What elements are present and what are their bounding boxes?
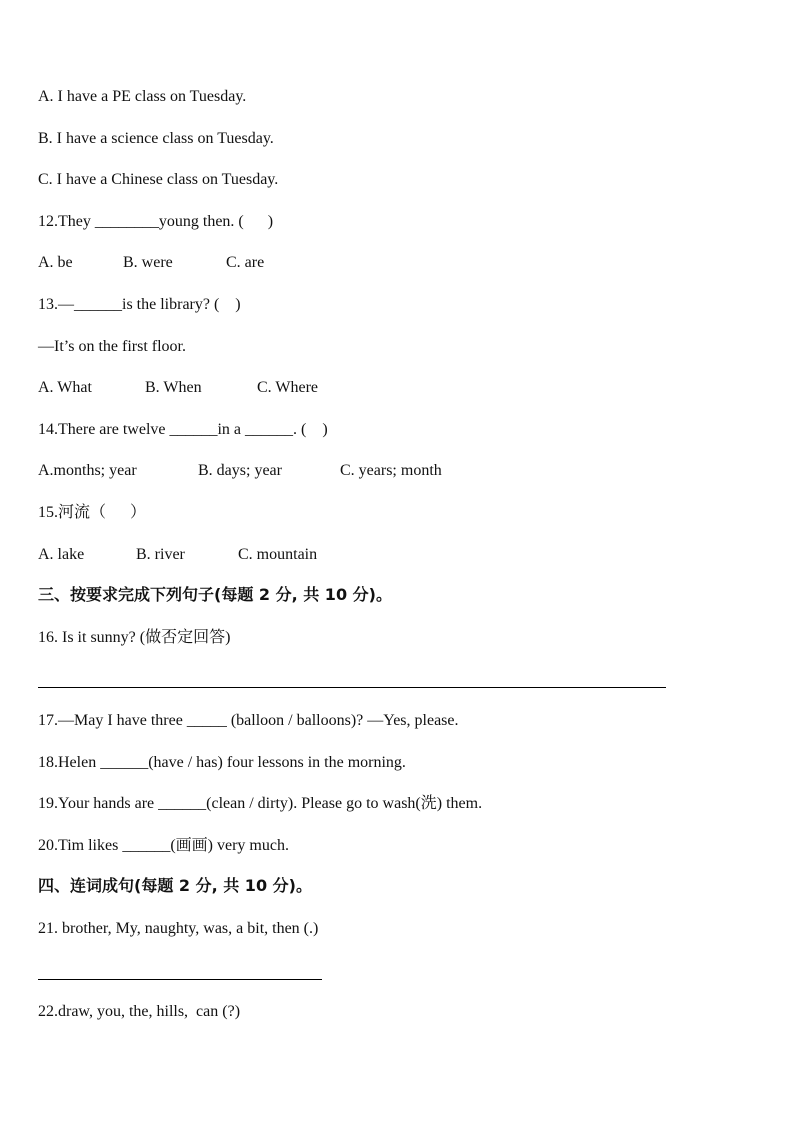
option-c: C. mountain	[238, 546, 318, 563]
option-b: B. river	[136, 546, 185, 563]
section-3-heading: 三、按要求完成下列句子(每题 2 分, 共 10 分)。	[38, 585, 392, 604]
option-a: A. be	[38, 254, 73, 271]
option-c: C. are	[226, 254, 265, 271]
question-15: 15.河流（ ）	[38, 504, 147, 521]
section-4-heading: 四、连词成句(每题 2 分, 共 10 分)。	[38, 876, 312, 895]
option-b: B. When	[145, 379, 202, 396]
question-21: 21. brother, My, naughty, was, a bit, then (.)	[38, 920, 319, 937]
option-b: B. were	[123, 254, 173, 271]
option-c: C. years; month	[340, 462, 442, 479]
question-18: 18.Helen ______(have / has) four lessons in the morning.	[38, 754, 406, 771]
option-b: B. days; year	[198, 462, 282, 479]
question-13: 13.—______is the library? ( )	[38, 296, 241, 313]
question-16: 16. Is it sunny? (做否定回答)	[38, 629, 231, 646]
option-c: C. Where	[257, 379, 319, 396]
question-13-reply: —It’s on the first floor.	[38, 338, 186, 355]
question-14: 14.There are twelve ______in a ______. ( )	[38, 421, 328, 438]
option-a: A. lake	[38, 546, 85, 563]
question-20: 20.Tim likes ______(画画) very much.	[38, 837, 289, 854]
answer-line-16	[38, 687, 666, 688]
q11-option-b: B. I have a science class on Tuesday.	[38, 130, 274, 147]
answer-line-21	[38, 979, 322, 980]
option-a: A. What	[38, 379, 92, 396]
q11-option-c: C. I have a Chinese class on Tuesday.	[38, 171, 279, 188]
option-a: A.months; year	[38, 462, 137, 479]
question-19: 19.Your hands are ______(clean / dirty). Please go to wash(洗) them.	[38, 795, 483, 812]
question-17: 17.—May I have three _____ (balloon / balloons)? —Yes, please.	[38, 712, 459, 729]
question-12: 12.They ________young then. ( )	[38, 213, 274, 230]
question-22: 22.draw, you, the, hills, can (?)	[38, 1003, 241, 1020]
q11-option-a: A. I have a PE class on Tuesday.	[38, 88, 247, 105]
